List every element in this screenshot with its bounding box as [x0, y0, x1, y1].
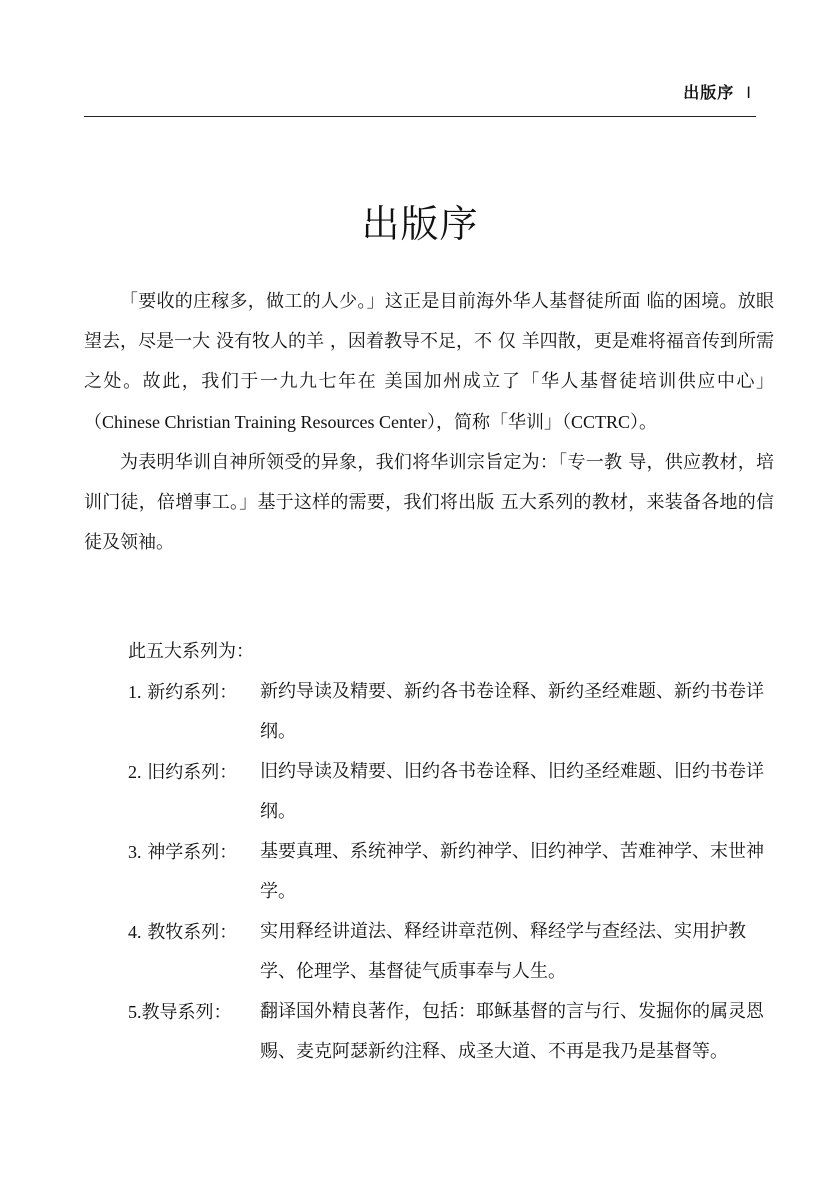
page-number: I: [746, 83, 752, 102]
series-head: [128, 752, 237, 793]
series-head: [128, 992, 232, 1033]
series-head: [128, 672, 237, 713]
running-title: 出版序: [683, 83, 735, 102]
series-number: 3.: [128, 842, 142, 862]
series-content: 翻译国外精良著作，包括：耶稣基督的言与行、发掘你的属灵恩赐、麦克阿瑟新约注释、成圣大道、不再是我乃是基督等。: [260, 1001, 764, 1062]
series-item-theology: [84, 832, 774, 912]
running-header: [683, 80, 752, 103]
series-content: 旧约导读及精要、旧约各书卷诠释、旧约圣经难题、旧约书卷详纲。: [260, 761, 764, 822]
preface-body: [84, 282, 774, 563]
paragraph-1-text-b: ），简称「华训」（: [426, 412, 571, 433]
series-item-pastoral: [84, 912, 774, 992]
series-name: 旧约系列：: [147, 762, 238, 783]
series-item-old-testament: [84, 752, 774, 832]
series-name: 教牧系列：: [147, 922, 238, 943]
series-item-new-testament: [84, 672, 774, 752]
series-name: 新约系列：: [147, 682, 238, 703]
organization-english-name: Chinese Christian Training Resources Center: [102, 412, 427, 432]
organization-abbreviation: CCTRC: [570, 412, 630, 432]
series-head: [128, 832, 237, 873]
header-rule: [84, 116, 756, 117]
series-list: [84, 632, 774, 1072]
series-name: 教导系列：: [141, 1002, 232, 1023]
series-intro: 此五大系列为：: [128, 641, 254, 662]
series-number: 2.: [128, 762, 142, 782]
series-head: [128, 912, 237, 953]
series-content: 实用释经讲道法、释经讲章范例、释经学与查经法、实用护教学、伦理学、基督徒气质事奉与人生。: [260, 921, 746, 982]
series-content: 基要真理、系统神学、新约神学、旧约神学、苦难神学、末世神学。: [260, 841, 764, 902]
series-number: 4.: [128, 922, 142, 942]
paragraph-1: [84, 282, 774, 443]
series-content: 新约导读及精要、新约各书卷诠释、新约圣经难题、新约书卷详纲。: [260, 681, 764, 742]
series-number: 1.: [128, 682, 142, 702]
paragraph-1-text-c: ）。: [630, 412, 657, 433]
paragraph-1-text-a: 「要收的庄稼多，做工的人少。」这正是目前海外华人基督徒所面 临的困境。放眼望去，尽是一大 没有牧人的羊 ，因着教导不足，不 仅 羊四散，更是难将福音传到所需之处。故此，我们于一九九七年在 美国加州成立了「华人基督徒培训供应中心」（: [84, 291, 774, 433]
series-name: 神学系列：: [147, 842, 238, 863]
page-title: 出版序: [361, 202, 479, 247]
series-item-teaching: [84, 992, 774, 1072]
paragraph-2: 为表明华训自神所领受的异象，我们将华训宗旨定为：「专一教 导，供应教材，培训门徒，倍增事工。」基于这样的需要，我们将出版 五大系列的教材，来装备各地的信徒及领袖。: [84, 452, 774, 553]
series-number: 5.: [128, 1002, 142, 1022]
